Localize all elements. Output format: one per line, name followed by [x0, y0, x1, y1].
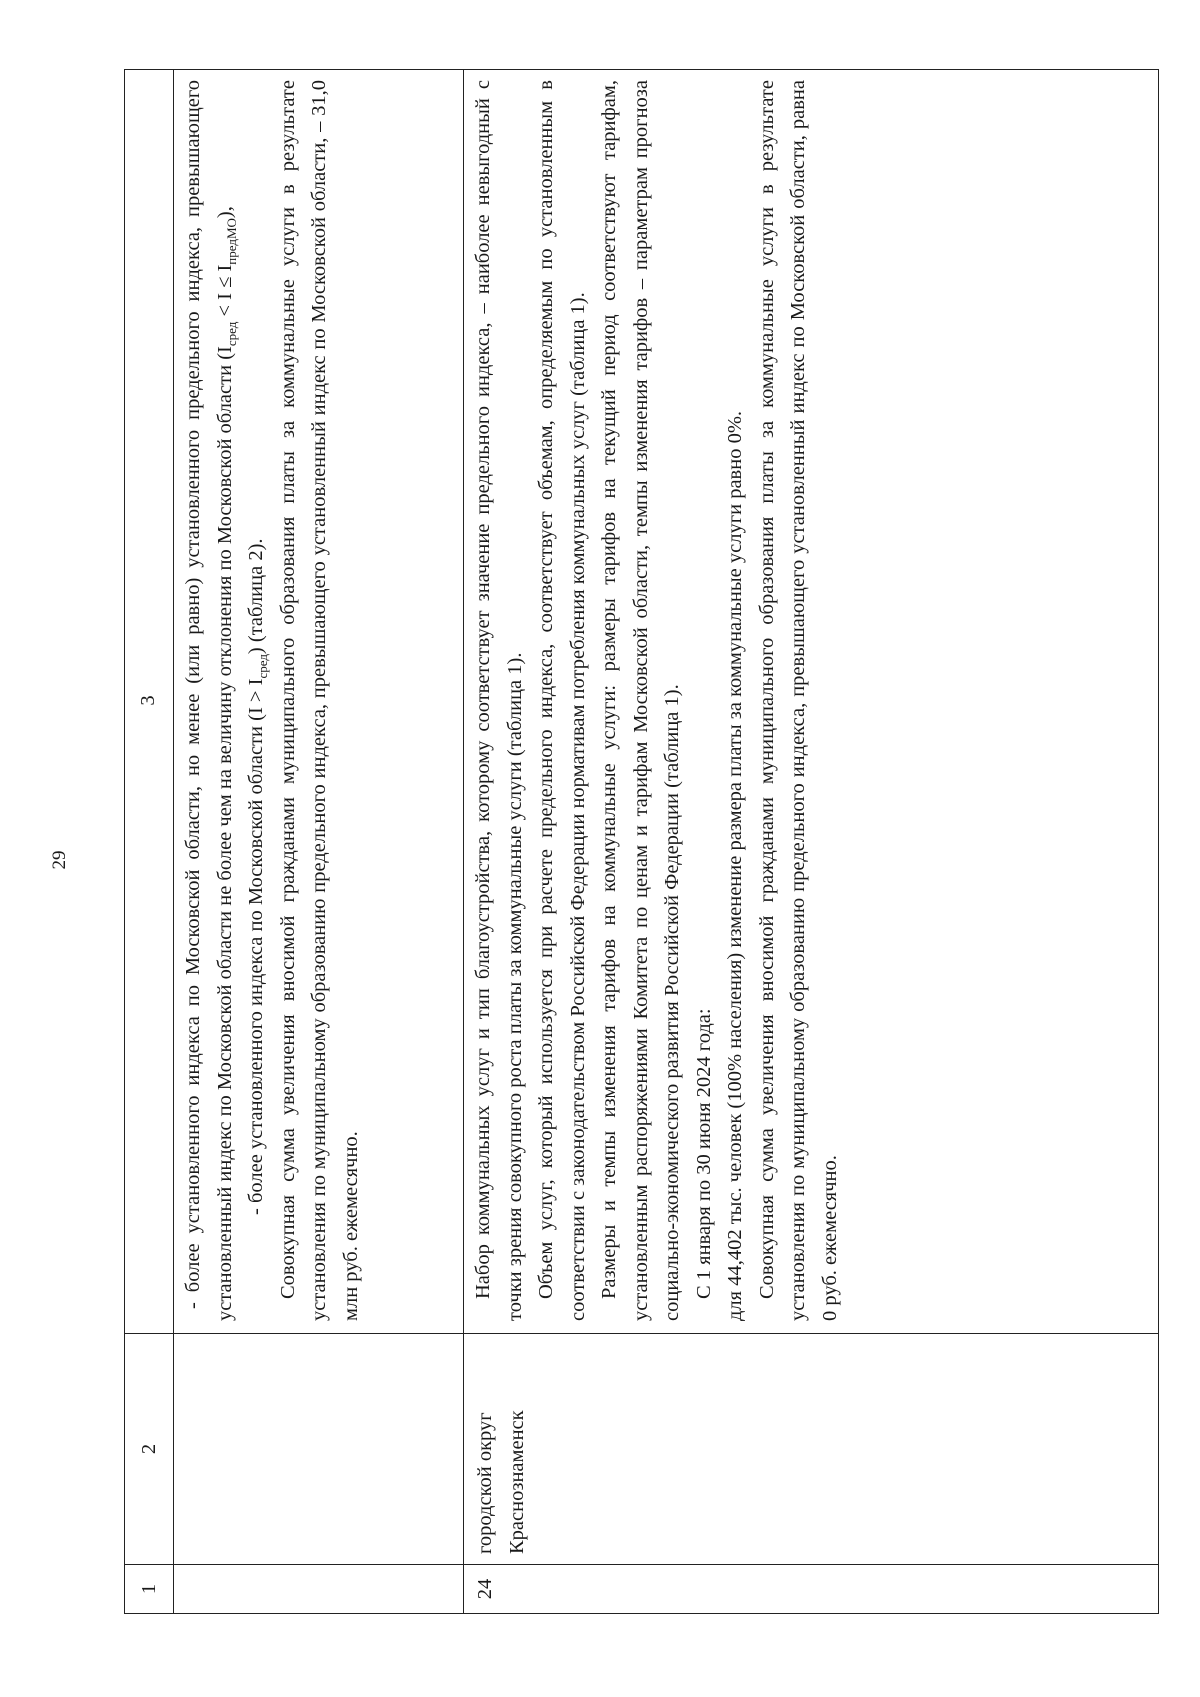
municipality-name: городской округ Краснознаменск: [464, 1334, 1159, 1565]
paragraph-total: Совокупная сумма увеличения вносимой гражданами муниципального образования платы за коммунальные услуги в результате установления по муниципальному образованию предельного индекса, превышающего установленный индекс по Московской области, равна 0 руб. ежемесячно.: [755, 80, 841, 1321]
row-b-description-cell: [464, 70, 1159, 1334]
paragraph-population: для 44,402 тыс. человек (100% населения) изменение размера платы за коммунальные услуги равно 0%.: [724, 410, 746, 1321]
paragraph-services-volume: Объем услуг, который используется при расчете предельного индекса, соответствует объемам, определяемым по установленным в соответствии с законодательством Российской Федерации нормативам потребления коммунальных услуг (таблица 1).: [535, 80, 589, 1321]
row-a-number-cell: [174, 1565, 464, 1614]
summary-paragraph: Совокупная сумма увеличения вносимой гражданами муниципального образования платы за коммунальные услуги в результате установления по муниципальному образованию предельного индекса, превышающего установленный индекс по Московской области, – 31,0 млн руб. ежемесячно.: [276, 80, 362, 1321]
paragraph-tariffs: Размеры и темпы изменения тарифов на коммунальные услуги: размеры тарифов на текущий период соответствуют тарифам, установленным распоряжениями Комитета по ценам и тарифам Московской области, темпы изменения тарифов – параметрам прогноза социально-экономического развития Российской Федерации (таблица 1).: [598, 80, 683, 1321]
table-row: [464, 70, 1159, 1614]
condition-line-1: - более установленного индекса по Московской области, но менее (или равно) установленного предельного индекса, превышающего установленный индекс по Московской области не более чем на величину отклонения по Московской области $(I_{сред} < I \le I_{предМО})$,: [182, 80, 239, 1321]
rotated-table-container: [124, 69, 1159, 1614]
row-a-description-cell: [174, 70, 464, 1334]
row-a-municipality-cell: [174, 1334, 464, 1565]
table-header-row: [125, 70, 174, 1614]
paragraph-services-set: Набор коммунальных услуг и тип благоустройства, которому соответствует значение предельного индекса, – наиболее невыгодный с точки зрения совокупного роста платы за коммунальные услуги (таблица 1).: [472, 80, 526, 1321]
header-col-1: 1: [125, 1565, 174, 1614]
condition-line-2: - более установленного индекса по Московской области $(I > I_{сред})$ (таблица 2).: [245, 538, 271, 1215]
page-number: 29: [49, 850, 70, 870]
indices-table: [124, 69, 1159, 1614]
header-col-2: 2: [125, 1334, 174, 1565]
table-row: [174, 70, 464, 1614]
header-col-3: 3: [125, 70, 174, 1334]
row-number: 24: [464, 1565, 1159, 1614]
paragraph-period: С 1 января по 30 июня 2024 года:: [692, 1008, 715, 1299]
